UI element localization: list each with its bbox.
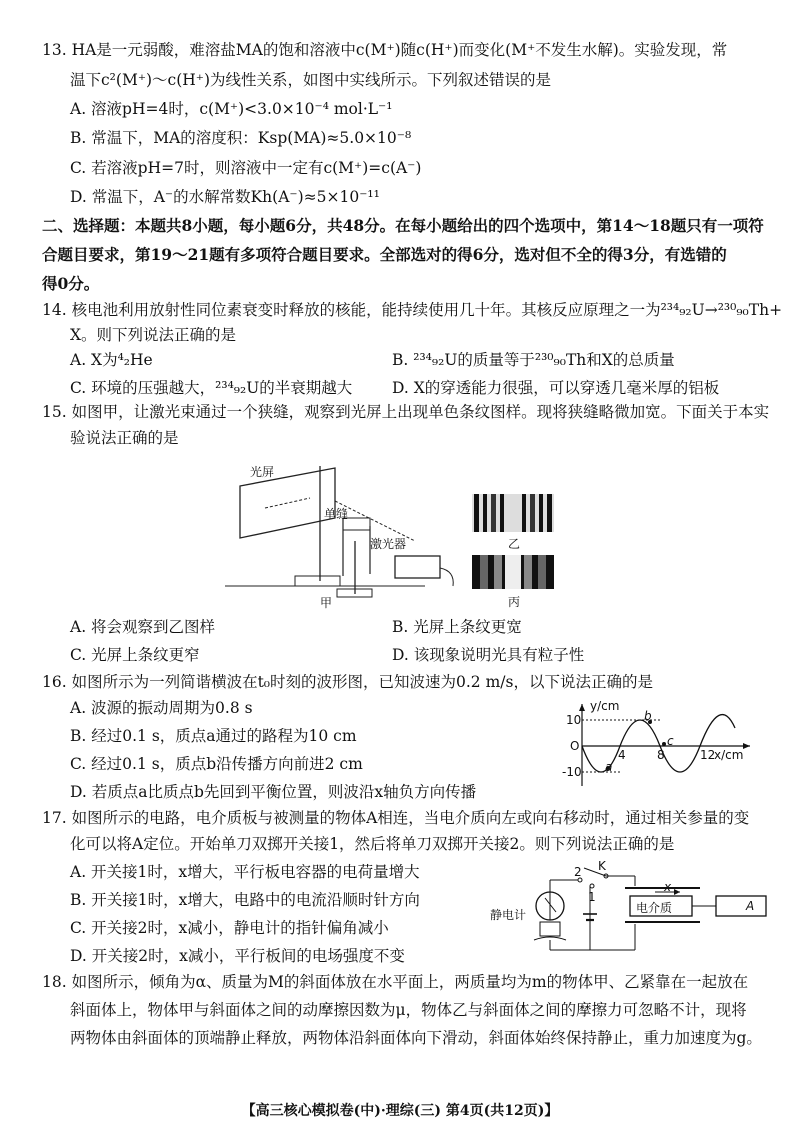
wave-xlabel: x/cm (714, 748, 744, 762)
wave-x4: 4 (618, 748, 626, 762)
pattern-bing (472, 555, 554, 589)
q13-option-c: C. 若溶液pH=7时，则溶液中一定有c(M⁺)=c(A⁻) (70, 159, 422, 177)
q13-option-b: B. 常温下，MA的溶度积：Ksp(MA)≈5.0×10⁻⁸ (70, 129, 412, 147)
q14-stem-2: X。则下列说法正确的是 (70, 326, 237, 344)
label-jia: 甲 (320, 596, 333, 610)
q18-stem-3: 两物体由斜面体的顶端静止释放，两物体沿斜面体向下滑动，斜面体始终保持静止，重力加速度为g。 (70, 1029, 762, 1047)
label-contact-1: 1 (588, 890, 596, 904)
q16-option-b: B. 经过0.1 s，质点a通过的路程为10 cm (70, 727, 357, 745)
label-electrometer: 静电计 (490, 908, 527, 922)
label-x: x (664, 880, 672, 894)
pattern-yi (472, 494, 554, 532)
q17-stem-2: 化可以将A定位。开始单刀双掷开关接1，然后将单刀双掷开关接2。则下列说法正确的是 (70, 835, 675, 853)
q13-stem-2: 温下c²(M⁺)～c(H⁺)为线性关系，如图中实线所示。下列叙述错误的是 (70, 71, 552, 89)
label-yi: 乙 (508, 537, 521, 551)
q15-stem-1: 15. 如图甲，让激光束通过一个狭缝，观察到光屏上出现单色条纹图样。现将狭缝略微加宽。下面关于本实 (42, 403, 770, 421)
q13-stem-1: 13. HA是一元弱酸，难溶盐MA的饱和溶液中c(M⁺)随c(H⁺)而变化(M⁺不发生水解)。实验发现，常 (42, 41, 728, 59)
q17-circuit-figure (490, 858, 780, 958)
q15-stem-2: 验说法正确的是 (70, 429, 179, 447)
label-slit: 单缝 (324, 507, 349, 521)
q16-option-d: D. 若质点a比质点b先回到平衡位置，则波沿x轴负方向传播 (70, 783, 477, 801)
q13-option-a: A. 溶液pH=4时，c(M⁺)<3.0×10⁻⁴ mol·L⁻¹ (70, 100, 393, 118)
wave-origin: O (570, 739, 580, 753)
q14-option-b: B. ²³⁴₉₂U的质量等于²³⁰₉₀Th和X的总质量 (392, 351, 675, 369)
object-a-box (716, 896, 766, 916)
section2-heading-2: 合题目要求，第19～21题有多项符合题目要求。全部选对的得6分，选对但不全的得3分，有选错的 (42, 245, 727, 264)
laser-device (395, 556, 440, 578)
point-a-label: a (605, 760, 613, 774)
q14-option-d: D. X的穿透能力很强，可以穿透几毫米厚的铝板 (392, 379, 720, 397)
section2-heading-1: 二、选择题：本题共8小题，每小题6分，共48分。在每小题给出的四个选项中，第14～18题只有一项符 (42, 216, 764, 235)
point-b-label: b (644, 709, 652, 723)
q15-option-c: C. 光屏上条纹更窄 (70, 646, 200, 664)
q14-option-c: C. 环境的压强越大，²³⁴₉₂U的半衰期越大 (70, 379, 353, 397)
q18-stem-1: 18. 如图所示，倾角为α、质量为M的斜面体放在水平面上，两质量均为m的物体甲、乙紧靠在一起放在 (42, 973, 749, 991)
wave-y10: 10 (566, 713, 582, 727)
label-screen: 光屏 (250, 465, 275, 479)
wave-ylabel: y/cm (590, 699, 620, 713)
q15-option-d: D. 该现象说明光具有粒子性 (392, 646, 585, 664)
label-object-a: A (746, 899, 755, 913)
label-switch-k: K (598, 859, 606, 873)
label-bing: 丙 (508, 595, 521, 609)
q14-option-a: A. X为⁴₂He (70, 351, 153, 369)
q15-option-a: A. 将会观察到乙图样 (70, 618, 216, 636)
point-c-label: c (667, 734, 674, 748)
q16-option-c: C. 经过0.1 s，质点b沿传播方向前进2 cm (70, 755, 363, 773)
q17-stem-1: 17. 如图所示的电路，电介质板与被测量的物体A相连，当电介质向左或向右移动时，通过相关参量的变 (42, 809, 750, 827)
q16-stem: 16. 如图所示为一列简谐横波在t₀时刻的波形图，已知波速为0.2 m/s，以下说法正确的是 (42, 673, 653, 691)
q17-option-d: D. 开关接2时，x减小，平行板间的电场强度不变 (70, 947, 405, 965)
q17-option-c: C. 开关接2时，x减小，静电计的指针偏角减小 (70, 919, 389, 937)
wave-x8: 8 (657, 748, 665, 762)
label-laser: 激光器 (370, 537, 407, 551)
q17-option-a: A. 开关接1时，x增大，平行板电容器的电荷量增大 (70, 863, 420, 881)
wave-yneg10: -10 (562, 765, 582, 779)
q15-option-b: B. 光屏上条纹更宽 (392, 618, 522, 636)
q18-stem-2: 斜面体上，物体甲与斜面体之间的动摩擦因数为μ，物体乙与斜面体之间的摩擦力可忽略不计，现将 (70, 1001, 747, 1019)
label-contact-2: 2 (574, 865, 582, 879)
section2-heading-3: 得0分。 (42, 274, 100, 293)
page-footer: 【高三核心模拟卷(中)·理综(三) 第4页(共12页)】 (241, 1103, 559, 1119)
q16-option-a: A. 波源的振动周期为0.8 s (70, 699, 253, 717)
wave-x12: 12 (700, 748, 716, 762)
q14-stem-1: 14. 核电池利用放射性同位素衰变时释放的核能，能持续使用几十年。其核反应原理之一为²³⁴₉₂U→²³⁰₉₀Th+ (42, 301, 783, 319)
q13-option-d: D. 常温下，A⁻的水解常数Kh(A⁻)≈5×10⁻¹¹ (70, 188, 380, 206)
q17-option-b: B. 开关接1时，x增大，电路中的电流沿顺时针方向 (70, 891, 420, 909)
label-dielectric: 电介质 (636, 901, 673, 915)
